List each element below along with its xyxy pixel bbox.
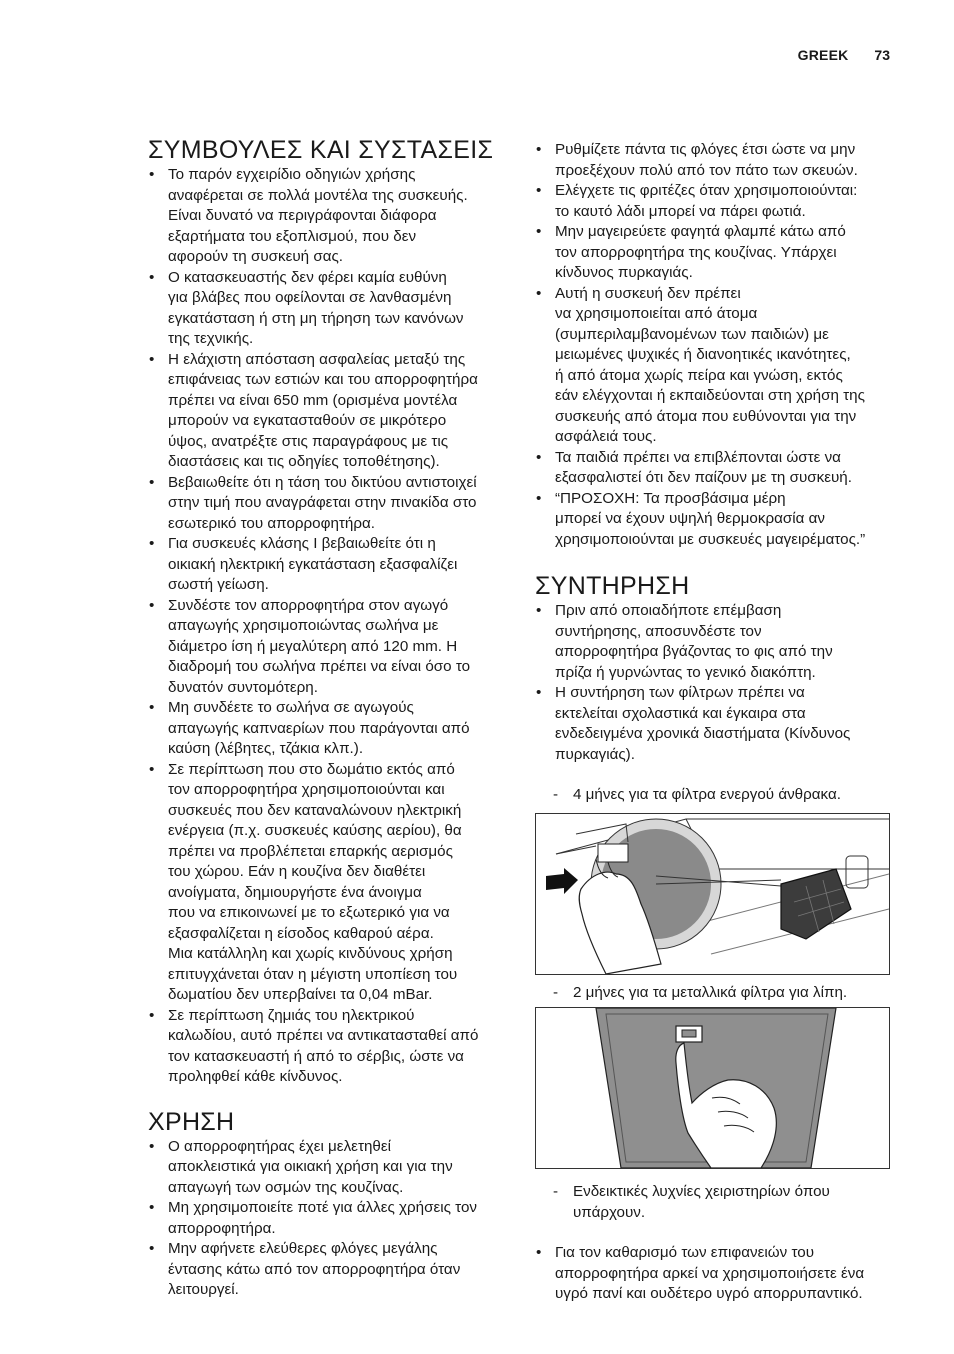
- list-item: • Ρυθμίζετε πάντα τις φλόγες έτσι ώστε να μην προεξέχουν πολύ από τον πάτο των σκευών.: [535, 140, 895, 181]
- list-item: • Ο κατασκευαστής δεν φέρει καμία ευθύνη για βλάβες που οφείλονται σε λανθασμένη εγκατάσταση ή στη μη τήρηση των κανόνων της τεχνικής.: [148, 268, 510, 350]
- tips-list: [148, 165, 510, 1088]
- list-item: • Μην μαγειρεύετε φαγητά φλαμπέ κάτω από τον απορροφητήρα της κουζίνας. Υπάρχει κίνδυνος πυρκαγιάς.: [535, 222, 895, 284]
- list-item: • Η συντήρηση των φίλτρων πρέπει να εκτελείται σχολαστικά και έγκαιρα στα ενδεδειγμένα χρονικά διαστήματα (Κίνδυνος πυρκαγιάς).: [535, 683, 895, 765]
- list-item: • Σε περίπτωση ζημιάς του ηλεκτρικού καλωδίου, αυτό πρέπει να αντικατασταθεί από τον κατασκευαστή ή από το σέρβις, ώστε να προληφθεί κάθε κίνδυνος.: [148, 1006, 510, 1088]
- page-number: 73: [874, 47, 890, 63]
- use-list-continued: [535, 140, 895, 550]
- list-item: • Για τον καθαρισμό των επιφανειών του απορροφητήρα αρκεί να χρησιμοποιήσετε ένα υγρό πανί και ουδέτερο υγρό απορρυπαντικό.: [535, 1243, 895, 1305]
- maintenance-list: [535, 601, 895, 765]
- list-item: • Σε περίπτωση που στο δωμάτιο εκτός από τον απορροφητήρα χρησιμοποιούνται και συσκευές που δεν καταναλώνουν ηλεκτρική ενέργεια (π.χ. συσκευές καύσης αερίου), θα πρέπει να προβλέπεται επαρκής αερισμός του χώρου. Εάν η κουζίνα δεν διαθέτει ανοίγματα, δημιουργήστε ένα άνοιγμα που να επικοινωνεί με το εξωτερικό για να εξασφαλίζεται η είσοδος καθαρού αέρα. Μια κατάλληλη και χωρίς κινδύνους χρήση επιτυγχάνεται όταν η μέγιστη υποπίεση του δωματίου δεν υπερβαίνει τα 0,04 mBar.: [148, 760, 510, 1006]
- heading-tips: ΣΥΜΒΟΥΛΕΣ ΚΑΙ ΣΥΣΤΑΣΕΙΣ: [148, 136, 494, 164]
- left-column: [148, 136, 510, 1301]
- list-item: • Μη συνδέετε το σωλήνα σε αγωγούς απαγωγής καπναερίων που παράγονται από καύση (λέβητες, τζάκια κλπ.).: [148, 698, 510, 760]
- use-list: [148, 1137, 510, 1301]
- list-item: • Συνδέστε τον απορροφητήρα στον αγωγό απαγωγής χρησιμοποιώντας σωλήνα με διάμετρο ίση ή μεγαλύτερη από 120 mm. Η διαδρομή του σωλήνα πρέπει να είναι όσο το δυνατόν συντομότερη.: [148, 596, 510, 699]
- list-item: • Βεβαιωθείτε ότι η τάση του δικτύου αντιστοιχεί στην τιμή που αναγράφεται στην πινακίδα στο εσωτερικό του απορροφητήρα.: [148, 473, 510, 535]
- language-label: GREEK: [797, 47, 849, 63]
- list-item: • Το παρόν εγχειρίδιο οδηγιών χρήσης αναφέρεται σε πολλά μοντέλα της συσκευής. Είναι δυνατό να περιγράφονται διάφορα εξαρτήματα του εξοπλισμού, που δεν αφορούν τη συσκευή σας.: [148, 165, 510, 268]
- heading-maintenance: ΣΥΝΤΗΡΗΣΗ: [535, 572, 690, 600]
- list-item: • Μην αφήνετε ελεύθερες φλόγες μεγάλης έντασης κάτω από τον απορροφητήρα όταν λειτουργεί.: [148, 1239, 510, 1301]
- metal-filter-drawing: [536, 1008, 889, 1168]
- dash-item-indicator-lights: - Ενδεικτικές λυχνίες χειριστηρίων όπου υπάρχουν.: [535, 1182, 895, 1223]
- list-item: • Ο απορροφητήρας έχει μελετηθεί αποκλειστικά για οικιακή χρήση και για την απαγωγή των οσμών της κουζίνας.: [148, 1137, 510, 1199]
- list-item: • Η ελάχιστη απόσταση ασφαλείας μεταξύ της επιφάνειας των εστιών και του απορροφητήρα πρέπει να είναι 650 mm (ορισμένα μοντέλα μπορούν να εγκατασταθούν σε μικρότερο ύψος, ανατρέξτε στις παραγράφους με τις διαστάσεις και τις οδηγίες τοποθέτησης).: [148, 350, 510, 473]
- cleaning-list: [535, 1243, 895, 1305]
- right-column: [535, 140, 895, 1305]
- carbon-filter-illustration: [535, 813, 890, 975]
- list-item: • Μη χρησιμοποιείτε ποτέ για άλλες χρήσεις τον απορροφητήρα.: [148, 1198, 510, 1239]
- dash-item-carbon-filter: - 4 μήνες για τα φίλτρα ενεργού άνθρακα.: [535, 785, 895, 806]
- list-item: • Για συσκευές κλάσης I βεβαιωθείτε ότι η οικιακή ηλεκτρική εγκατάσταση εξασφαλίζει σωστή γείωση.: [148, 534, 510, 596]
- heading-use: ΧΡΗΣΗ: [148, 1107, 235, 1136]
- list-item: • Αυτή η συσκευή δεν πρέπει να χρησιμοποιείται από άτομα (συμπεριλαμβανομένων των παιδιών) με μειωμένες ψυχικές ή διανοητικές ικανότητες, ή από άτομα χωρίς πείρα και γνώση, εκτός εάν ελέγχονται ή εκπαιδεύονται στη χρήση της συσκευής από άτομα που ευθύνονται για την ασφάλειά τους.: [535, 284, 895, 448]
- carbon-filter-drawing: [536, 814, 889, 974]
- dash-item-metal-filter: - 2 μήνες για τα μεταλλικά φίλτρα για λίπη.: [535, 983, 895, 1004]
- list-item: • Ελέγχετε τις φριτέζες όταν χρησιμοποιούνται: το καυτό λάδι μπορεί να πάρει φωτιά.: [535, 181, 895, 222]
- metal-filter-illustration: [535, 1007, 890, 1169]
- list-item: • “ΠΡΟΣΟΧΗ: Τα προσβάσιμα μέρη μπορεί να έχουν υψηλή θερμοκρασία αν χρησιμοποιούνται με συσκευές μαγειρέματος.”: [535, 489, 895, 551]
- list-item: • Τα παιδιά πρέπει να επιβλέπονται ώστε να εξασφαλιστεί ότι δεν παίζουν με τη συσκευή.: [535, 448, 895, 489]
- page-header: [798, 47, 890, 63]
- list-item: • Πριν από οποιαδήποτε επέμβαση συντήρησης, αποσυνδέστε τον απορροφητήρα βγάζοντας το φις από την πρίζα ή γυρνώντας το γενικό διακόπτη.: [535, 601, 895, 683]
